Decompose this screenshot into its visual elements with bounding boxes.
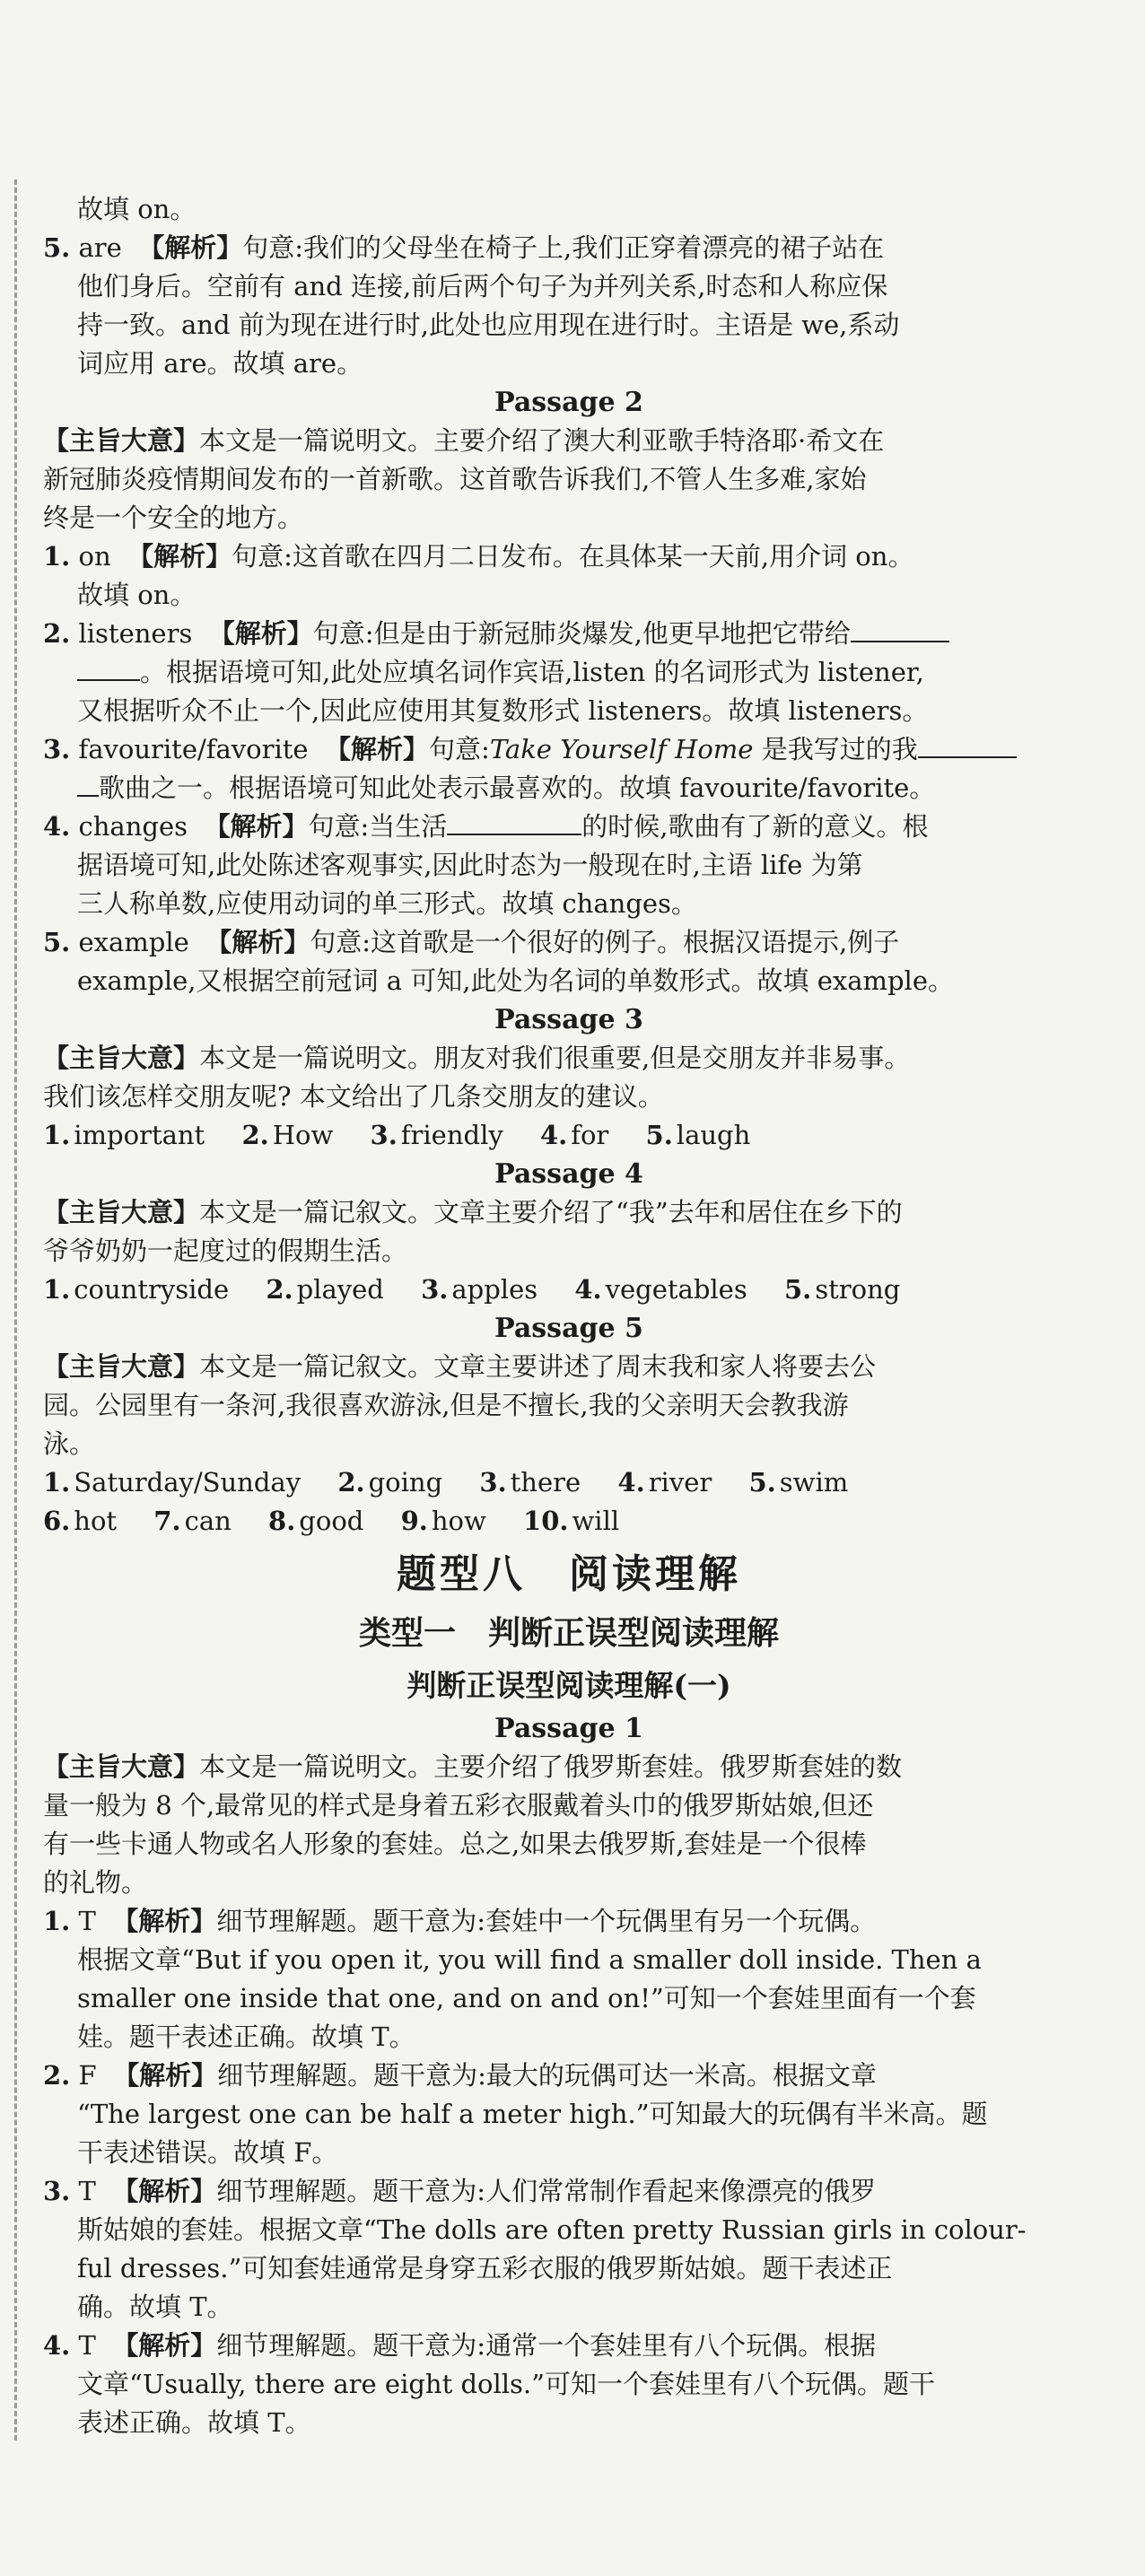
analysis-tag: 【解析】 <box>127 541 232 572</box>
answer-word: hot <box>74 1506 118 1536</box>
answer-blank <box>77 658 140 681</box>
question-number: 2. <box>43 618 71 649</box>
answer-row <box>43 1502 1095 1541</box>
analysis-tag: 【解析】 <box>205 927 310 957</box>
answer-word: T <box>78 2330 96 2361</box>
main-idea-block <box>43 422 1095 537</box>
text-line: 文章“Usually, there are eight dolls.”可知一个套娃里有八个玩偶。题干 <box>77 2369 935 2399</box>
answer-blank <box>447 812 581 835</box>
answer-word: played <box>296 1274 384 1305</box>
text-line: 新冠肺炎疫情期间发布的一首新歌。这首歌告诉我们,不管人生多难,家始 <box>43 464 867 494</box>
text-line: 的时候,歌曲有了新的意义。根 <box>581 811 929 842</box>
passage-heading: Passage 5 <box>494 1313 643 1344</box>
text-line: 歌曲之一。根据语境可知此处表示最喜欢的。故填 favourite/favorite。 <box>99 773 936 803</box>
answer-word: listeners <box>78 618 193 649</box>
question-number: 3. <box>43 2176 71 2206</box>
question-number: 5. <box>43 232 71 263</box>
text-line: 终是一个安全的地方。 <box>43 502 304 533</box>
question-number: 3. <box>479 1467 507 1498</box>
question-number: 4. <box>43 2330 71 2361</box>
text-line: 据语境可知,此处陈述客观事实,因此时态为一般现在时,主语 life 为第 <box>77 850 863 880</box>
text-line: 本文是一篇说明文。主要介绍了澳大利亚歌手特洛耶·希文在 <box>199 425 885 456</box>
answer-blank <box>851 619 949 642</box>
main-idea-tag: 【主旨大意】 <box>43 425 200 456</box>
text-line: 园。公园里有一条河,我很喜欢游泳,但是不擅长,我的父亲明天会教我游 <box>43 1390 849 1420</box>
answer-row <box>43 1271 1095 1309</box>
answer-word: countryside <box>74 1274 230 1305</box>
question-number: 2. <box>337 1467 365 1498</box>
answer-word: are <box>78 232 122 263</box>
answer-word: important <box>74 1120 205 1150</box>
reading-q4 <box>43 2327 1095 2442</box>
text-line: 。根据语境可知,此处应填名词作宾语,listen 的名词形式为 listener, <box>140 657 924 687</box>
answer-word: for <box>571 1120 609 1150</box>
main-idea-tag: 【主旨大意】 <box>43 1351 200 1382</box>
main-idea-tag: 【主旨大意】 <box>43 1751 200 1782</box>
passage2-q4 <box>43 808 1095 923</box>
text-line: 又根据听众不止一个,因此应使用其复数形式 listeners。故填 listeners。 <box>77 695 929 726</box>
passage-heading: Passage 2 <box>494 387 643 418</box>
question-number: 5. <box>748 1467 776 1498</box>
question-number: 6. <box>43 1506 71 1536</box>
text-line: 根据文章“But if you open it, you will find a smaller doll inside. Then a <box>77 1944 982 1975</box>
text-line: 量一般为 8 个,最常见的样式是身着五彩衣服戴着头巾的俄罗斯姑娘,但还 <box>43 1790 874 1821</box>
main-idea-tag: 【主旨大意】 <box>43 1043 200 1073</box>
text-line: 句意:这首歌是一个很好的例子。根据汉语提示,例子 <box>310 927 900 957</box>
answer-word: going <box>368 1467 443 1498</box>
passage1-q5 <box>43 229 1095 383</box>
answer-word: how <box>431 1506 486 1536</box>
text-line: 本文是一篇说明文。主要介绍了俄罗斯套娃。俄罗斯套娃的数 <box>199 1751 903 1782</box>
text-line: 三人称单数,应使用动词的单三形式。故填 changes。 <box>77 888 697 919</box>
answer-word: F <box>78 2060 97 2091</box>
binding-dashed-line <box>14 179 17 2441</box>
text-line: 我们该怎样交朋友呢? 本文给出了几条交朋友的建议。 <box>43 1081 664 1112</box>
answer-word: good <box>299 1506 364 1536</box>
question-number: 5. <box>43 927 71 957</box>
text-line: 句意: <box>429 734 490 764</box>
passage2-q3 <box>43 730 1095 808</box>
passage-heading: Passage 3 <box>494 1004 643 1035</box>
text-line: example,又根据空前冠词 a 可知,此处为名词的单数形式。故填 example。 <box>77 965 954 996</box>
text-line: 词应用 are。故填 are。 <box>77 348 363 379</box>
answer-word: favourite/favorite <box>78 734 309 764</box>
text-line: 的礼物。 <box>43 1867 148 1898</box>
text-line: 本文是一篇记叙文。文章主要讲述了周末我和家人将要去公 <box>199 1351 877 1382</box>
answer-word: laugh <box>676 1120 751 1150</box>
answer-word: Saturday/Sunday <box>74 1467 302 1498</box>
passage-heading: Passage 4 <box>494 1158 643 1190</box>
question-number: 2. <box>266 1274 293 1305</box>
question-number: 8. <box>268 1506 296 1536</box>
text-line: 故填 on。 <box>77 580 197 610</box>
question-number: 1. <box>43 541 71 572</box>
category-heading: 类型一 判断正误型阅读理解 <box>358 1614 779 1652</box>
main-idea-block <box>43 1039 1095 1116</box>
question-number: 1. <box>43 1274 71 1305</box>
analysis-tag: 【解析】 <box>113 2060 218 2091</box>
answer-row <box>43 1463 1095 1502</box>
main-idea-tag: 【主旨大意】 <box>43 1197 200 1227</box>
answer-word: can <box>184 1506 232 1536</box>
text-line: 他们身后。空前有 and 连接,前后两个句子为并列关系,时态和人称应保 <box>77 271 888 301</box>
text-line: 句意:当生活 <box>308 811 448 842</box>
answer-word: example <box>78 927 189 957</box>
question-number: 5. <box>645 1120 673 1150</box>
text-line: “The largest one can be half a meter high.”可知最大的玩偶有半米高。题 <box>77 2099 988 2129</box>
answer-word: T <box>78 1906 96 1936</box>
answer-word: river <box>648 1467 712 1498</box>
text-line: 爷爷奶奶一起度过的假期生活。 <box>43 1236 408 1266</box>
answer-blank <box>77 773 99 797</box>
question-number: 2. <box>241 1120 269 1150</box>
question-number: 10. <box>523 1506 569 1536</box>
answer-word: apples <box>451 1274 538 1305</box>
question-number: 7. <box>153 1506 181 1536</box>
answer-word: on <box>78 541 111 572</box>
question-number: 3. <box>43 734 71 764</box>
analysis-tag: 【解析】 <box>138 232 243 263</box>
question-number: 1. <box>43 1467 71 1498</box>
analysis-tag: 【解析】 <box>112 2330 217 2361</box>
answer-word: vegetables <box>605 1274 747 1305</box>
answer-word: swim <box>779 1467 849 1498</box>
text-line: smaller one inside that one, and on and on!”可知一个套娃里面有一个套 <box>77 1983 976 2013</box>
answer-word: there <box>510 1467 581 1498</box>
answer-row <box>43 1116 1095 1155</box>
text-line: 句意:但是由于新冠肺炎爆发,他更早地把它带给 <box>312 618 851 649</box>
analysis-tag: 【解析】 <box>112 2176 217 2206</box>
reading-q2 <box>43 2056 1095 2172</box>
reading-q1 <box>43 1902 1095 2056</box>
question-number: 1. <box>43 1906 71 1936</box>
text-line: 细节理解题。题干意为:通常一个套娃里有八个玩偶。根据 <box>216 2330 877 2361</box>
answer-word: T <box>78 2176 96 2206</box>
question-number: 4. <box>617 1467 645 1498</box>
text-line: 表述正确。故填 T。 <box>77 2407 311 2438</box>
page-content <box>43 190 1095 2442</box>
text-line: 持一致。and 前为现在进行时,此处也应用现在进行时。主语是 we,系动 <box>77 310 900 340</box>
text-line: 有一些卡通人物或名人形象的套娃。总之,如果去俄罗斯,套娃是一个很棒 <box>43 1829 867 1859</box>
passage2-q1 <box>43 537 1095 615</box>
text-line: 句意:我们的父母坐在椅子上,我们正穿着漂亮的裙子站在 <box>242 232 885 263</box>
analysis-tag: 【解析】 <box>208 618 313 649</box>
passage-heading: Passage 1 <box>494 1713 643 1744</box>
question-number: 4. <box>539 1120 568 1150</box>
song-title: Take Yourself Home <box>489 734 754 764</box>
text-line: 故填 on。 <box>77 194 197 224</box>
exercise-heading: 判断正误型阅读理解(一) <box>406 1668 731 1703</box>
answer-word: How <box>272 1120 334 1150</box>
question-number: 3. <box>421 1274 449 1305</box>
question-number: 3. <box>370 1120 398 1150</box>
question-number: 4. <box>43 811 71 842</box>
reading-q3 <box>43 2172 1095 2327</box>
answer-word: will <box>572 1506 620 1536</box>
passage2-q5 <box>43 923 1095 1000</box>
question-number: 4. <box>574 1274 602 1305</box>
text-line: 细节理解题。题干意为:人们常常制作看起来像漂亮的俄罗 <box>216 2176 877 2206</box>
question-number: 1. <box>43 1120 71 1150</box>
answer-word: strong <box>815 1274 901 1305</box>
text-line: 确。故填 T。 <box>77 2292 233 2322</box>
analysis-tag: 【解析】 <box>204 811 309 842</box>
text-line: 斯姑娘的套娃。根据文章“The dolls are often pretty Russian girls in colour- <box>77 2214 1027 2245</box>
analysis-tag: 【解析】 <box>112 1906 217 1936</box>
analysis-tag: 【解析】 <box>325 734 430 764</box>
text-line: 本文是一篇记叙文。文章主要介绍了“我”去年和居住在乡下的 <box>199 1197 903 1227</box>
text-line: 句意:这首歌在四月二日发布。在具体某一天前,用介词 on。 <box>232 541 914 572</box>
main-idea-block <box>43 1748 1095 1902</box>
text-line: 娃。题干表述正确。故填 T。 <box>77 2022 415 2052</box>
text-line: 本文是一篇说明文。朋友对我们很重要,但是交朋友并非易事。 <box>199 1043 911 1073</box>
text-line: ful dresses.”可知套娃通常是身穿五彩衣服的俄罗斯姑娘。题干表述正 <box>77 2253 893 2283</box>
question-number: 2. <box>43 2060 71 2091</box>
passage2-q2 <box>43 615 1095 730</box>
answer-word: changes <box>78 811 188 842</box>
text-line: 干表述错误。故填 F。 <box>77 2137 338 2168</box>
question-number: 9. <box>400 1506 428 1536</box>
question-number: 5. <box>783 1274 812 1305</box>
main-idea-block <box>43 1193 1095 1271</box>
answer-word: friendly <box>400 1120 503 1150</box>
text-line: 是我写过的我 <box>761 734 918 764</box>
text-line: 细节理解题。题干意为:套娃中一个玩偶里有另一个玩偶。 <box>216 1906 877 1936</box>
text-line: 泳。 <box>43 1428 96 1459</box>
answer-blank <box>918 735 1017 758</box>
section-heading: 题型八 阅读理解 <box>397 1551 741 1597</box>
text-line: 细节理解题。题干意为:最大的玩偶可达一米高。根据文章 <box>217 2060 877 2091</box>
main-idea-block <box>43 1348 1095 1463</box>
